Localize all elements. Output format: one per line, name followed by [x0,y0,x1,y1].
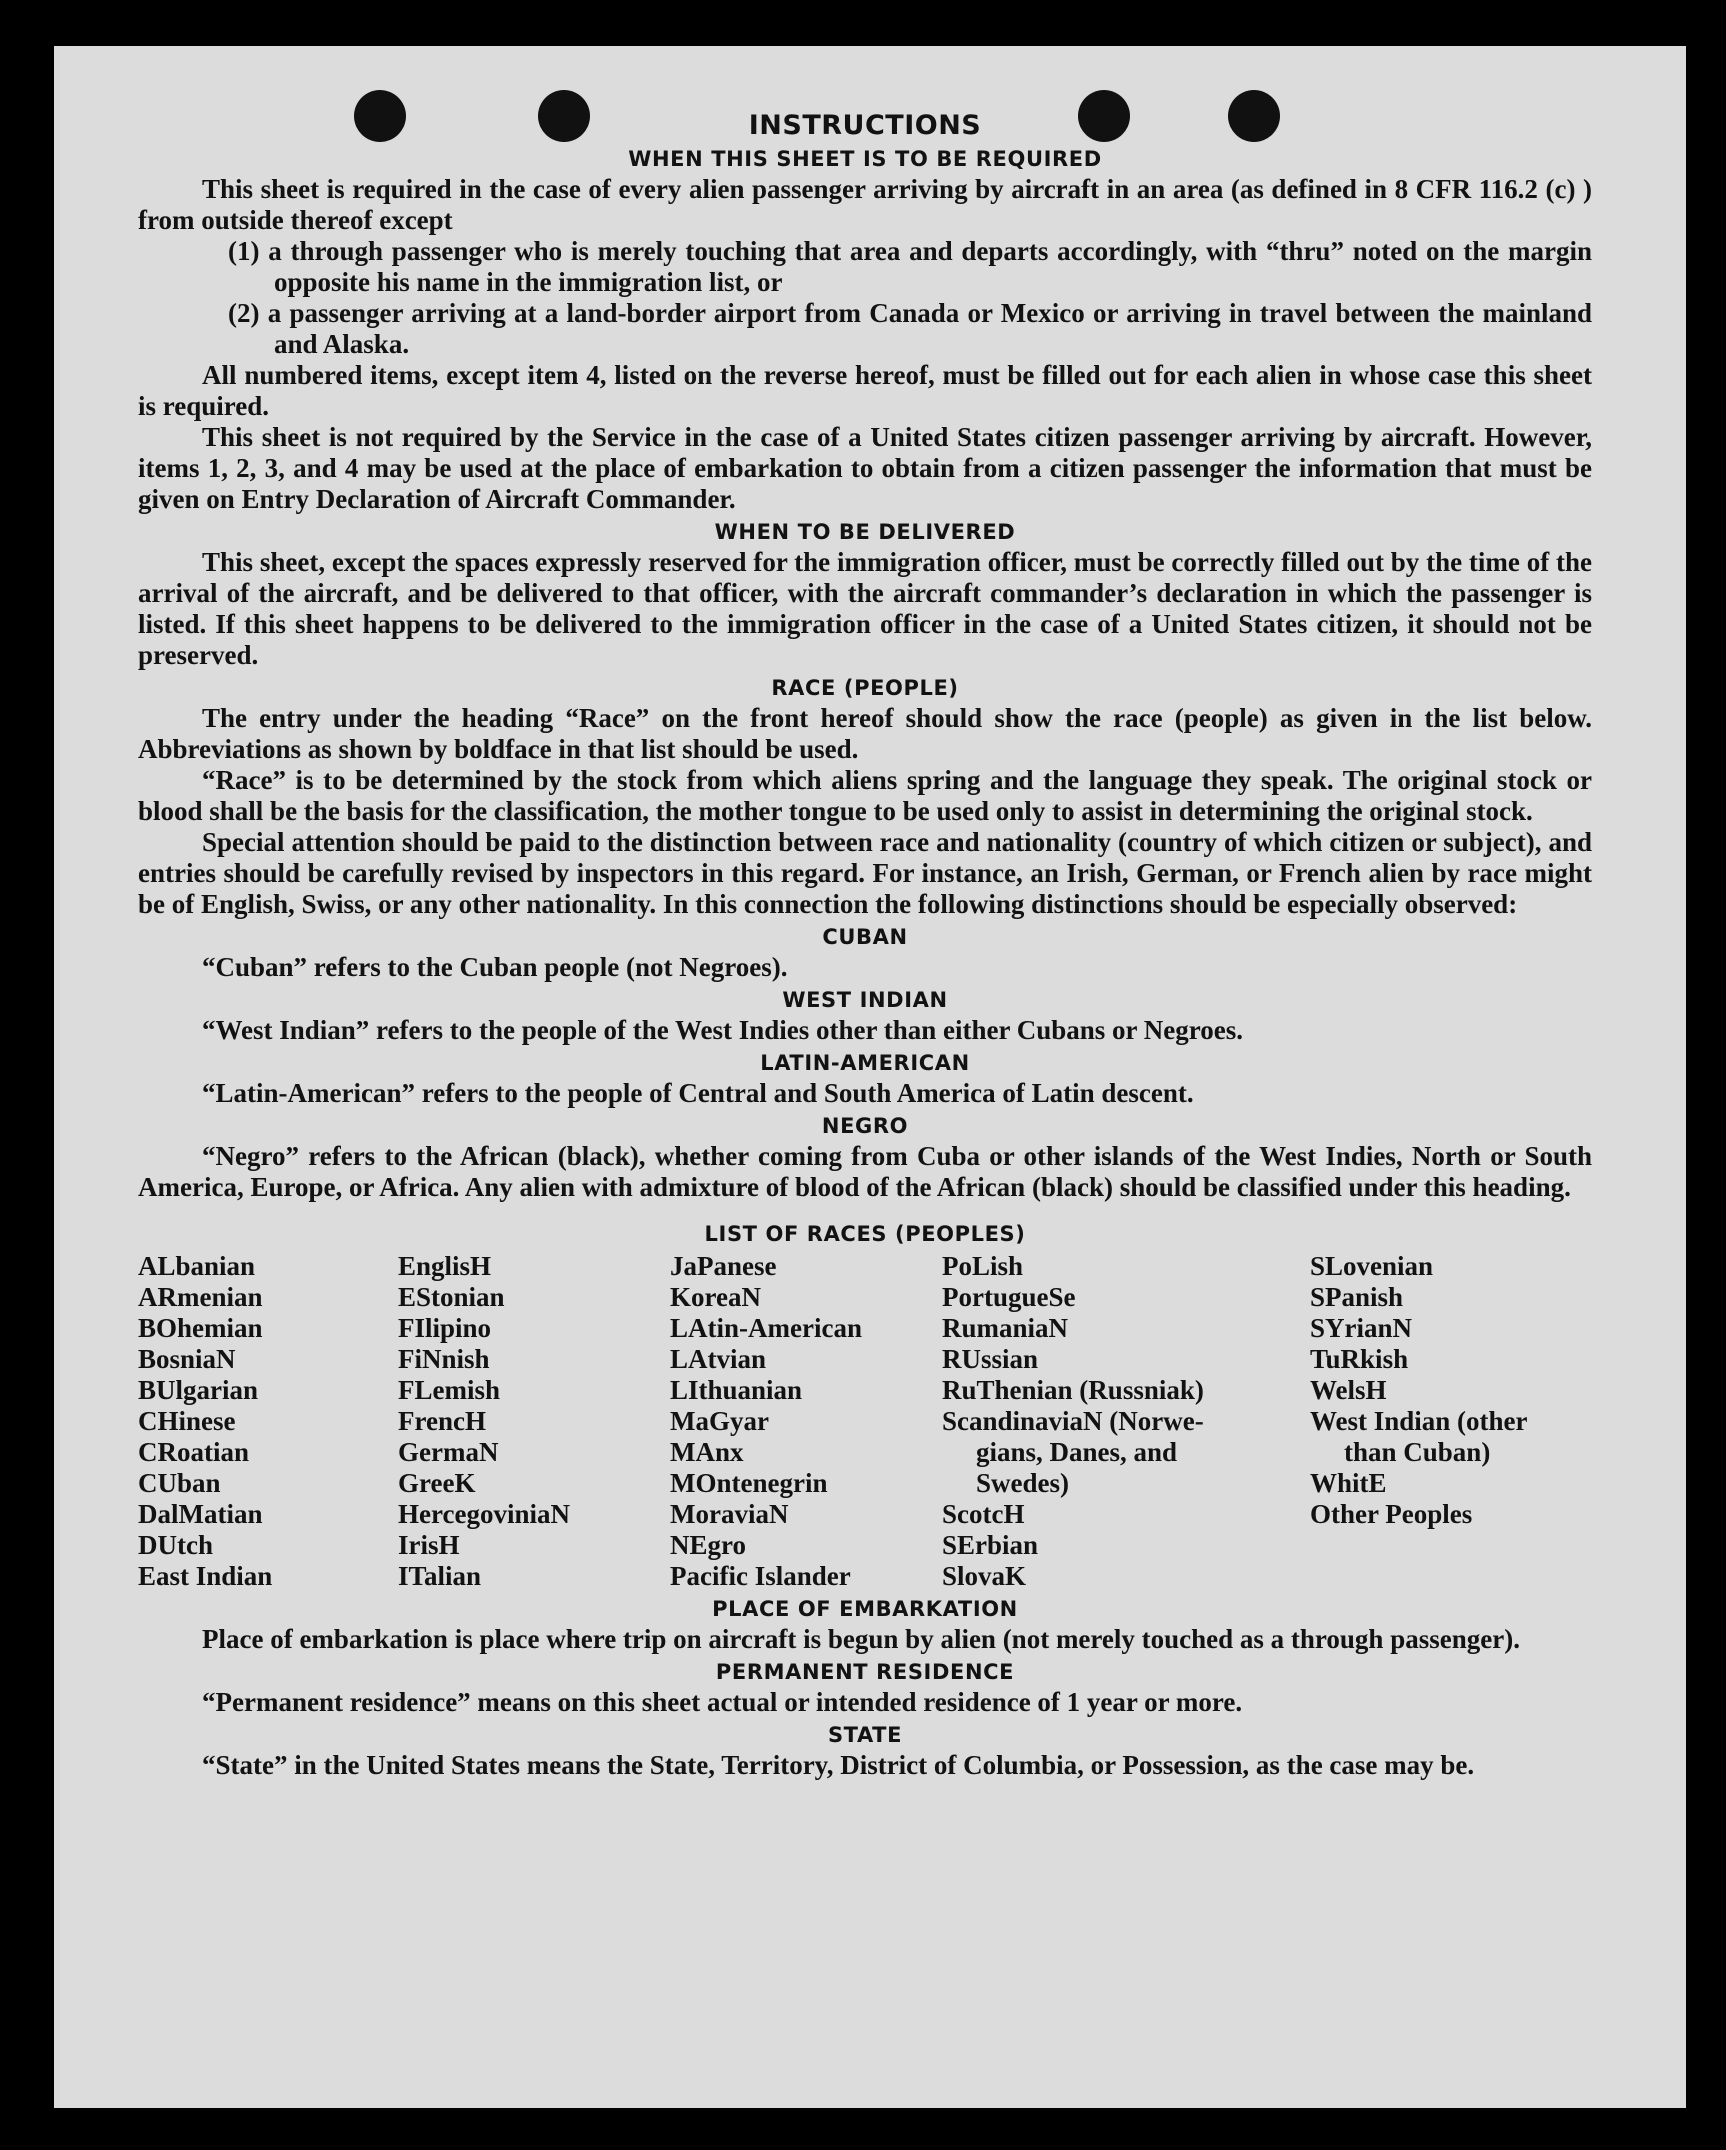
race-item-continued: Swedes) [976,1468,1069,1498]
race-item: ARmenian [138,1282,263,1312]
race-item: FrencH [398,1406,486,1436]
heading-permanent-residence: PERMANENT RESIDENCE [715,1660,1015,1684]
race-item: MOntenegrin [670,1468,828,1498]
race-item: SlovaK [942,1561,1027,1591]
para-residence-def: “Permanent residence” means on this sheet actual or intended residence of 1 year or more. [202,1687,1243,1717]
race-item: MoraviaN [670,1499,789,1529]
para-embarkation-def: Place of embarkation is place where trip on aircraft is begun by alien (not merely touched as a through passenger). [202,1624,1520,1654]
races-column-1 [138,1251,398,1592]
race-item: SLovenian [1310,1251,1434,1281]
race-item: JaPanese [670,1251,777,1281]
heading-cuban: CUBAN [822,925,908,949]
race-item: ALbanian [138,1251,256,1281]
para-special-attention: Special attention should be paid to the distinction between race and nationality (country of which citizen or subject), and entries should be carefully revised by inspectors in this regard. For instance, an Irish, German, or French alien by race might be of English, Swiss, or any other nationality. In this connection the following distinctions should be especially observed: [138,827,1592,919]
para-negro-def: “Negro” refers to the African (black), whether coming from Cuba or other islands of the West Indies, North or South America, Europe, or Africa. Any alien with admixture of blood of the African (black) should be classified under this heading. [138,1141,1592,1202]
heading-when-required: WHEN THIS SHEET IS TO BE REQUIRED [628,147,1102,171]
race-item: TuRkish [1310,1344,1409,1374]
race-item: LAtvian [670,1344,767,1374]
race-item: PoLish [942,1251,1024,1281]
races-column-5 [1310,1251,1592,1592]
race-item: RUssian [942,1344,1039,1374]
race-item: IrisH [398,1530,460,1560]
para-required-item1: (1) a through passenger who is merely touching that area and departs accordingly, with “thru” noted on the margin opposite his name in the immigration list, or [228,236,1592,297]
title-instructions: INSTRUCTIONS [748,110,982,141]
heading-when-delivered: WHEN TO BE DELIVERED [714,520,1016,544]
heading-latin-american: LATIN-AMERICAN [760,1051,970,1075]
instructions-body [138,110,1592,1781]
race-item: FIlipino [398,1313,492,1343]
para-west-indian-def: “West Indian” refers to the people of the West Indies other than either Cubans or Negroes. [202,1015,1244,1045]
para-required-intro: This sheet is required in the case of every alien passenger arriving by aircraft in an area (as defined in 8 CFR 116.2 (c) ) from outside thereof except [138,174,1592,235]
heading-negro: NEGRO [821,1114,909,1138]
race-item: East Indian [138,1561,273,1591]
race-item: SErbian [942,1530,1039,1560]
heading-west-indian: WEST INDIAN [782,988,948,1012]
race-item: Pacific Islander [670,1561,851,1591]
races-column-4 [942,1251,1310,1592]
race-item: Other Peoples [1310,1499,1473,1529]
race-item: DUtch [138,1530,213,1560]
race-item-continued: gians, Danes, and [976,1437,1178,1467]
para-race-stock: “Race” is to be determined by the stock from which aliens spring and the language they speak. The original stock or blood shall be the basis for the classification, the mother tongue to be used only to assist in determining the original stock. [138,765,1592,826]
para-required-item2: (2) a passenger arriving at a land-border airport from Canada or Mexico or arriving in travel between the mainland and Alaska. [228,298,1592,359]
race-item: RuThenian (Russniak) [942,1375,1204,1405]
race-item: MaGyar [670,1406,769,1436]
race-item: HercegoviniaN [398,1499,570,1529]
race-item: MAnx [670,1437,744,1467]
document-page [54,46,1686,2108]
race-item: FiNnish [398,1344,490,1374]
race-item: EStonian [398,1282,505,1312]
para-latin-american-def: “Latin-American” refers to the people of Central and South America of Latin descent. [202,1078,1194,1108]
heading-state: STATE [827,1723,903,1747]
races-list [138,1251,1592,1592]
race-item: BOhemian [138,1313,263,1343]
para-not-required: This sheet is not required by the Service in the case of a United States citizen passenger arriving by aircraft. However, items 1, 2, 3, and 4 may be used at the place of embarkation to obtain from a citizen passenger the information that must be given on Entry Declaration of Aircraft Commander. [138,422,1592,514]
race-item: EnglisH [398,1251,492,1281]
heading-race-people: RACE (PEOPLE) [771,676,959,700]
race-item: West Indian (other [1310,1406,1528,1436]
race-item: ITalian [398,1561,482,1591]
para-race-entry: The entry under the heading “Race” on the front hereof should show the race (people) as given in the list below. Abbreviations as shown by boldface in that list should be used. [138,703,1592,764]
race-item: FLemish [398,1375,501,1405]
race-item: SPanish [1310,1282,1404,1312]
race-item: BUlgarian [138,1375,259,1405]
race-item: LIthuanian [670,1375,803,1405]
race-item: WelsH [1310,1375,1387,1405]
race-item: SYrianN [1310,1313,1413,1343]
heading-place-of-embarkation: PLACE OF EMBARKATION [712,1597,1018,1621]
para-state-def: “State” in the United States means the State, Territory, District of Columbia, or Possession, as the case may be. [202,1750,1475,1780]
heading-list-of-races: LIST OF RACES (PEOPLES) [704,1222,1026,1246]
race-item: GermaN [398,1437,499,1467]
race-item: ScotcH [942,1499,1025,1529]
race-item: PortugueSe [942,1282,1076,1312]
para-required-numbered: All numbered items, except item 4, listed on the reverse hereof, must be filled out for each alien in whose case this sheet is required. [138,360,1592,421]
para-delivered: This sheet, except the spaces expressly reserved for the immigration officer, must be correctly filled out by the time of the arrival of the aircraft, and be delivered to that officer, with the aircraft commander’s declaration in which the passenger is listed. If this sheet happens to be delivered to the immigration officer in the case of a United States citizen, it should not be preserved. [138,547,1592,670]
race-item: CUban [138,1468,221,1498]
race-item: RumaniaN [942,1313,1069,1343]
races-column-2 [398,1251,670,1592]
race-item: BosniaN [138,1344,236,1374]
races-column-3 [670,1251,942,1592]
race-item: GreeK [398,1468,476,1498]
race-item: CRoatian [138,1437,250,1467]
race-item: LAtin-American [670,1313,862,1343]
race-item: WhitE [1310,1468,1387,1498]
race-item: ScandinaviaN (Norwe- [942,1406,1204,1436]
race-item: DalMatian [138,1499,263,1529]
para-cuban-def: “Cuban” refers to the Cuban people (not Negroes). [202,952,788,982]
race-item-continued: than Cuban) [1344,1437,1491,1467]
race-item: NEgro [670,1530,747,1560]
race-item: KoreaN [670,1282,761,1312]
race-item: CHinese [138,1406,236,1436]
